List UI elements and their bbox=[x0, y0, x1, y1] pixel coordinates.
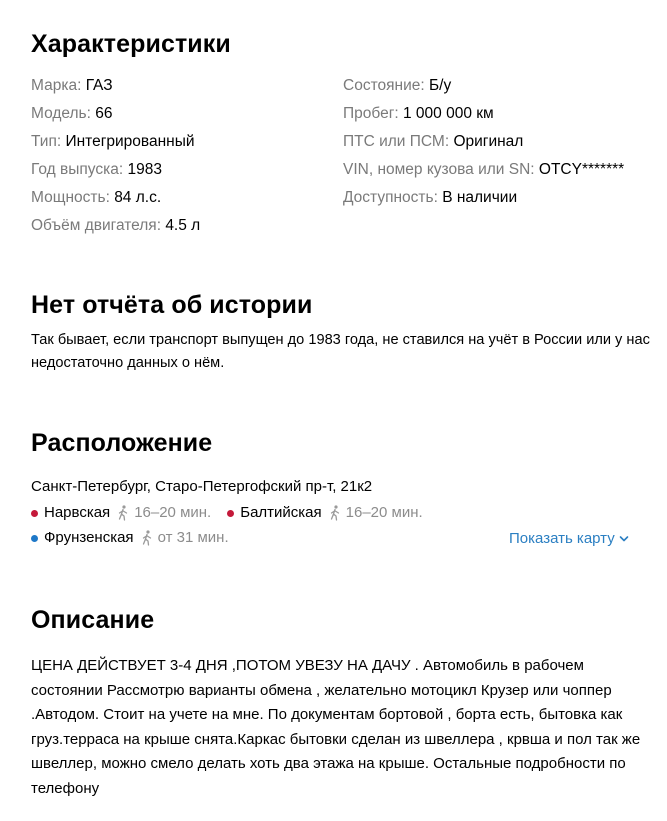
spec-label: Марка: bbox=[31, 77, 82, 94]
spec-row-pts bbox=[343, 128, 624, 156]
history-title: Нет отчёта об истории bbox=[31, 291, 313, 319]
spec-row-type bbox=[31, 128, 200, 156]
spec-label: Состояние: bbox=[343, 77, 425, 94]
spec-label: Год выпуска: bbox=[31, 161, 124, 178]
metro-walk-time: 16–20 мин. bbox=[345, 504, 423, 521]
spec-value: 1 000 000 км bbox=[402, 105, 494, 122]
spec-row-year bbox=[31, 156, 200, 184]
show-map-link[interactable] bbox=[509, 529, 629, 549]
metro-line-dot bbox=[31, 510, 38, 517]
metro-station bbox=[31, 528, 229, 548]
spec-value: OTCY******* bbox=[538, 161, 625, 178]
address: Санкт-Петербург, Старо-Петергофский пр-т, 21к2 bbox=[31, 478, 373, 495]
walk-icon bbox=[328, 505, 342, 521]
spec-value: В наличии bbox=[442, 189, 518, 206]
spec-row-model bbox=[31, 100, 200, 128]
description-title: Описание bbox=[31, 606, 155, 634]
spec-value: 66 bbox=[95, 105, 113, 122]
spec-label: Тип: bbox=[31, 133, 62, 150]
metro-line-dot bbox=[31, 535, 38, 542]
chevron-down-icon bbox=[619, 535, 629, 543]
metro-station bbox=[227, 503, 422, 523]
spec-row-vin bbox=[343, 156, 624, 184]
spec-value: 4.5 л bbox=[165, 217, 201, 234]
spec-row-brand bbox=[31, 72, 200, 100]
characteristics-left-column bbox=[31, 72, 200, 240]
spec-value: Б/у bbox=[428, 77, 452, 94]
spec-label: Объём двигателя: bbox=[31, 217, 161, 234]
spec-row-condition bbox=[343, 72, 624, 100]
spec-value: 84 л.с. bbox=[114, 189, 162, 206]
metro-station-name: Балтийская bbox=[240, 504, 322, 521]
metro-line-dot bbox=[227, 510, 234, 517]
walk-icon bbox=[140, 530, 154, 546]
metro-station-name: Нарвская bbox=[44, 504, 111, 521]
spec-row-power bbox=[31, 184, 200, 212]
metro-station bbox=[31, 503, 211, 523]
spec-row-availability bbox=[343, 184, 624, 212]
metro-walk-time: от 31 мин. bbox=[157, 529, 229, 546]
walk-icon bbox=[116, 505, 130, 521]
characteristics-title: Характеристики bbox=[31, 30, 231, 58]
spec-label: Пробег: bbox=[343, 105, 399, 122]
description-text: ЦЕНА ДЕЙСТВУЕТ 3-4 ДНЯ ,ПОТОМ УВЕЗУ НА ДАЧУ . Автомобиль в рабочем состоянии Рассмотрю варианты обмена , желательно мотоцикл Крузер или чоппер .Автодом. Стоит на учете на мне. По документам бортовой , борта есть, бытовка как груз.терраса на крыше снята.Каркас бытовки сделан из швеллера , крвша и пол так же швеллер, можно смело делать хоть два этажа на крыше. Остальные подробности по телефону bbox=[31, 657, 641, 797]
spec-value: 1983 bbox=[127, 161, 162, 178]
spec-value: Оригинал bbox=[453, 133, 524, 150]
characteristics-right-column bbox=[343, 72, 624, 212]
spec-label: ПТС или ПСМ: bbox=[343, 133, 450, 150]
spec-label: Мощность: bbox=[31, 189, 110, 206]
spec-label: VIN, номер кузова или SN: bbox=[343, 161, 535, 178]
show-map-label: Показать карту bbox=[509, 530, 615, 547]
metro-walk-time: 16–20 мин. bbox=[134, 504, 212, 521]
metro-station-name: Фрунзенская bbox=[44, 529, 134, 546]
spec-value: Интегрированный bbox=[65, 133, 195, 150]
metro-row-2 bbox=[31, 528, 245, 548]
location-title: Расположение bbox=[31, 429, 213, 457]
spec-row-mileage bbox=[343, 100, 624, 128]
history-text: Так бывает, если транспорт выпущен до 1983 года, не ставился на учёт в России или у нас недостаточно данных о нём. bbox=[31, 332, 650, 371]
spec-label: Модель: bbox=[31, 105, 91, 122]
spec-label: Доступность: bbox=[343, 189, 438, 206]
metro-row-1 bbox=[31, 503, 439, 523]
spec-row-engine-volume bbox=[31, 212, 200, 240]
spec-value: ГАЗ bbox=[85, 77, 113, 94]
